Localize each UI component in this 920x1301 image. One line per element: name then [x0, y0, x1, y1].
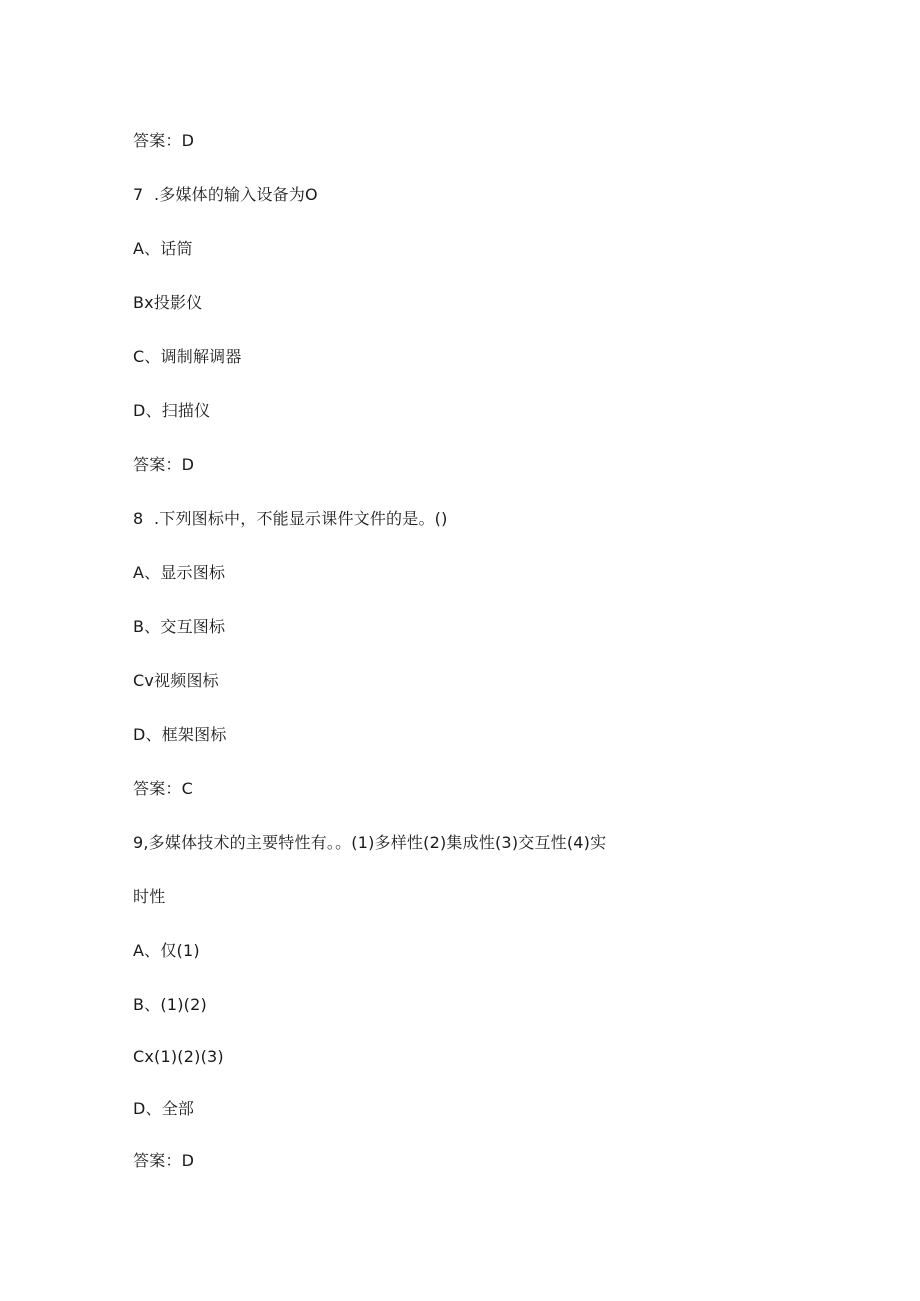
question-8: 8 .下列图标中，不能显示课件文件的是。(): [133, 509, 448, 528]
question-8-option-a: A、显示图标: [133, 563, 226, 582]
question-7-option-a: A、话筒: [133, 239, 193, 258]
question-7-option-b: Bx投影仪: [133, 293, 203, 312]
question-7: 7 .多媒体的输入设备为O: [133, 185, 318, 204]
question-9-option-a: A、仅(1): [133, 941, 200, 960]
question-8-option-b: B、交互图标: [133, 617, 226, 636]
question-9-continued: 时性: [133, 887, 166, 906]
question-9-option-d: D、全部: [133, 1099, 195, 1118]
answer-line-q6: 答案：D: [133, 131, 195, 150]
answer-line-q7: 答案：D: [133, 455, 195, 474]
answer-line-q9: 答案：D: [133, 1151, 195, 1170]
question-9-option-b: B、(1)(2): [133, 995, 207, 1014]
question-9-option-c: Cx(1)(2)(3): [133, 1047, 224, 1066]
question-8-option-c: Cv视频图标: [133, 671, 219, 690]
question-7-option-d: D、扫描仪: [133, 401, 211, 420]
question-8-option-d: D、框架图标: [133, 725, 227, 744]
answer-line-q8: 答案：C: [133, 779, 193, 798]
question-7-option-c: C、调制解调器: [133, 347, 242, 366]
question-9: 9,多媒体技术的主要特性有。。(1)多样性(2)集成性(3)交互性(4)实: [133, 833, 607, 852]
